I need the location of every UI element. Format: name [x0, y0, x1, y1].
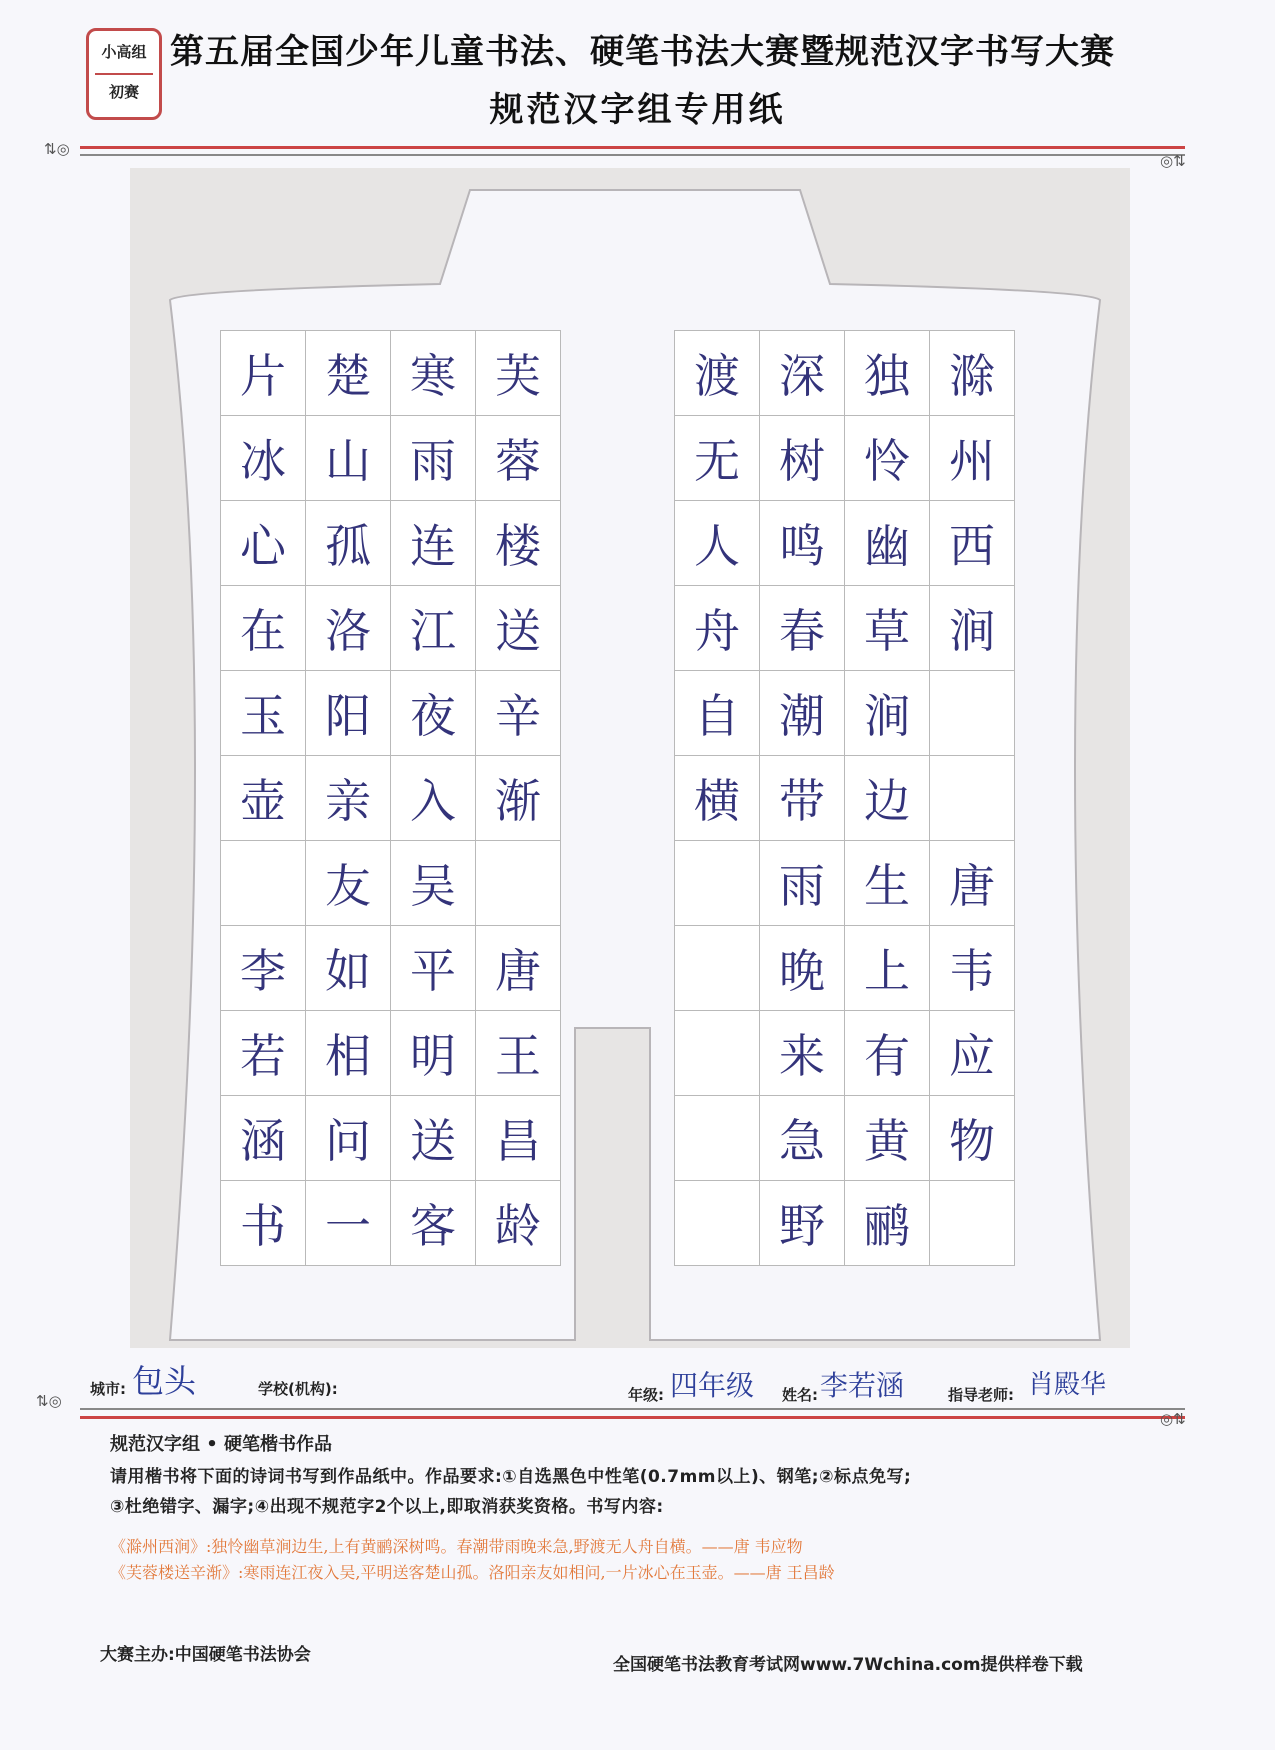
- bottom-rule-red: [80, 1416, 1185, 1419]
- left-grid-cell: 如: [306, 926, 391, 1011]
- badge-round-label: 初赛: [108, 83, 139, 101]
- competition-title: 第五届全国少年儿童书法、硬笔书法大赛暨规范汉字书写大赛: [170, 32, 1115, 72]
- right-grid-cell: [930, 756, 1015, 841]
- right-grid-row: [675, 586, 1015, 671]
- left-grid-cell: [221, 841, 306, 926]
- left-grid-cell: 阳: [306, 671, 391, 756]
- right-grid-cell: 晚: [760, 926, 845, 1011]
- name-label: 姓名:: [782, 1386, 818, 1404]
- right-grid-cell: 黄: [845, 1096, 930, 1181]
- right-grid-cell: 潮: [760, 671, 845, 756]
- right-writing-grid: [674, 330, 1015, 1266]
- right-grid-cell: 滁: [930, 331, 1015, 416]
- left-grid-row: [221, 1096, 561, 1181]
- bottom-rule-gray: [80, 1408, 1185, 1410]
- left-grid-row: [221, 1181, 561, 1266]
- organizer-text: 大赛主办:中国硬笔书法协会: [100, 1645, 311, 1665]
- right-grid-cell: 横: [675, 756, 760, 841]
- right-grid-cell: 雨: [760, 841, 845, 926]
- left-grid-cell: 书: [221, 1181, 306, 1266]
- left-grid-row: [221, 586, 561, 671]
- right-grid-cell: 人: [675, 501, 760, 586]
- left-grid-cell: 冰: [221, 416, 306, 501]
- right-grid-cell: 韦: [930, 926, 1015, 1011]
- left-grid-row: [221, 501, 561, 586]
- right-grid-cell: 怜: [845, 416, 930, 501]
- left-grid-cell: 送: [391, 1096, 476, 1181]
- left-grid-cell: 涵: [221, 1096, 306, 1181]
- left-grid-cell: 友: [306, 841, 391, 926]
- right-grid-row: [675, 926, 1015, 1011]
- right-grid-cell: 州: [930, 416, 1015, 501]
- school-label: 学校(机构):: [258, 1380, 338, 1398]
- left-grid-row: [221, 926, 561, 1011]
- right-grid-cell: 独: [845, 331, 930, 416]
- left-grid-row: [221, 671, 561, 756]
- left-grid-cell: 平: [391, 926, 476, 1011]
- left-grid-cell: 壶: [221, 756, 306, 841]
- left-grid-cell: 连: [391, 501, 476, 586]
- section-title: 规范汉字组 • 硬笔楷书作品: [110, 1434, 333, 1455]
- left-grid-cell: 渐: [476, 756, 561, 841]
- left-grid-cell: 若: [221, 1011, 306, 1096]
- left-grid-cell: 亲: [306, 756, 391, 841]
- left-writing-grid: [220, 330, 561, 1266]
- left-grid-cell: 片: [221, 331, 306, 416]
- left-grid-cell: 夜: [391, 671, 476, 756]
- left-grid-cell: 洛: [306, 586, 391, 671]
- right-grid-row: [675, 756, 1015, 841]
- right-grid-cell: 深: [760, 331, 845, 416]
- left-grid-cell: 芙: [476, 331, 561, 416]
- left-grid-cell: 问: [306, 1096, 391, 1181]
- right-grid-cell: [675, 926, 760, 1011]
- right-grid-cell: [675, 841, 760, 926]
- teacher-label: 指导老师:: [948, 1386, 1014, 1404]
- right-grid-cell: 舟: [675, 586, 760, 671]
- left-grid-cell: 明: [391, 1011, 476, 1096]
- right-grid-cell: 春: [760, 586, 845, 671]
- right-grid-cell: 来: [760, 1011, 845, 1096]
- left-grid-cell: 江: [391, 586, 476, 671]
- left-grid-cell: 李: [221, 926, 306, 1011]
- registration-mark-icon: ◎⇅: [1160, 1410, 1186, 1428]
- left-grid-cell: 楼: [476, 501, 561, 586]
- right-grid-cell: 野: [760, 1181, 845, 1266]
- right-grid-row: [675, 841, 1015, 926]
- left-grid-row: [221, 841, 561, 926]
- left-grid-cell: 雨: [391, 416, 476, 501]
- right-grid-cell: 幽: [845, 501, 930, 586]
- left-grid-row: [221, 331, 561, 416]
- right-grid-cell: 草: [845, 586, 930, 671]
- right-grid-row: [675, 671, 1015, 756]
- left-grid-cell: 山: [306, 416, 391, 501]
- right-grid-cell: 涧: [930, 586, 1015, 671]
- registration-mark-icon: ◎⇅: [1160, 152, 1186, 170]
- right-grid-row: [675, 1011, 1015, 1096]
- right-grid-cell: [675, 1096, 760, 1181]
- left-grid-cell: 送: [476, 586, 561, 671]
- right-grid-cell: 树: [760, 416, 845, 501]
- left-grid-row: [221, 416, 561, 501]
- right-grid-cell: 急: [760, 1096, 845, 1181]
- left-grid-cell: 王: [476, 1011, 561, 1096]
- right-grid-cell: [675, 1011, 760, 1096]
- right-grid-cell: 物: [930, 1096, 1015, 1181]
- teacher-value[interactable]: 肖殿华: [1028, 1370, 1107, 1400]
- left-grid-cell: 玉: [221, 671, 306, 756]
- left-grid-cell: 楚: [306, 331, 391, 416]
- requirements-line-1: 请用楷书将下面的诗词书写到作品纸中。作品要求:①自选黑色中性笔(0.7mm以上)、钢笔;②标点免写;: [110, 1467, 912, 1487]
- name-value[interactable]: 李若涵: [820, 1369, 905, 1402]
- left-grid-row: [221, 1011, 561, 1096]
- source-text: 全国硬笔书法教育考试网www.7Wchina.com提供样卷下载: [613, 1655, 1083, 1675]
- right-grid-cell: 上: [845, 926, 930, 1011]
- city-value[interactable]: 包头: [132, 1362, 197, 1400]
- right-grid-cell: [930, 1181, 1015, 1266]
- right-grid-cell: 应: [930, 1011, 1015, 1096]
- poem-chuzhou-xijian: 《滁州西涧》:独怜幽草涧边生,上有黄鹂深树鸣。春潮带雨晚来急,野渡无人舟自横。——唐 韦应物: [110, 1537, 803, 1556]
- left-grid-cell: 客: [391, 1181, 476, 1266]
- right-grid-cell: 有: [845, 1011, 930, 1096]
- left-grid-cell: 在: [221, 586, 306, 671]
- right-grid-cell: 生: [845, 841, 930, 926]
- right-grid-cell: 带: [760, 756, 845, 841]
- right-grid-cell: [930, 671, 1015, 756]
- right-grid-cell: 鹂: [845, 1181, 930, 1266]
- right-grid-row: [675, 331, 1015, 416]
- left-grid-cell: 唐: [476, 926, 561, 1011]
- right-grid-cell: 鸣: [760, 501, 845, 586]
- requirements-line-2: ③杜绝错字、漏字;④出现不规范字2个以上,即取消获奖资格。书写内容:: [110, 1497, 664, 1517]
- right-grid-cell: 无: [675, 416, 760, 501]
- left-grid-cell: 入: [391, 756, 476, 841]
- right-grid-cell: 西: [930, 501, 1015, 586]
- badge-group-label: 小高组: [101, 43, 147, 61]
- registration-mark-icon: ⇅◎: [44, 140, 70, 158]
- left-grid-cell: 一: [306, 1181, 391, 1266]
- right-grid-row: [675, 1096, 1015, 1181]
- registration-mark-icon: ⇅◎: [36, 1392, 62, 1410]
- right-grid-cell: [675, 1181, 760, 1266]
- grade-value[interactable]: 四年级: [670, 1369, 755, 1402]
- right-grid-cell: 唐: [930, 841, 1015, 926]
- city-label: 城市:: [90, 1380, 126, 1398]
- left-grid-cell: 昌: [476, 1096, 561, 1181]
- grade-label: 年级:: [628, 1386, 664, 1404]
- left-grid-cell: 蓉: [476, 416, 561, 501]
- right-grid-cell: 渡: [675, 331, 760, 416]
- paper-subtitle: 规范汉字组专用纸: [489, 90, 786, 130]
- left-grid-cell: [476, 841, 561, 926]
- right-grid-cell: 自: [675, 671, 760, 756]
- left-grid-cell: 吴: [391, 841, 476, 926]
- right-grid-row: [675, 501, 1015, 586]
- right-grid-row: [675, 416, 1015, 501]
- right-grid-cell: 涧: [845, 671, 930, 756]
- right-grid-cell: 边: [845, 756, 930, 841]
- poem-furonglou: 《芙蓉楼送辛渐》:寒雨连江夜入吴,平明送客楚山孤。洛阳亲友如相问,一片冰心在玉壶。——唐 王昌龄: [110, 1563, 835, 1582]
- right-grid-row: [675, 1181, 1015, 1266]
- left-grid-cell: 寒: [391, 331, 476, 416]
- left-grid-cell: 龄: [476, 1181, 561, 1266]
- left-grid-cell: 心: [221, 501, 306, 586]
- left-grid-cell: 孤: [306, 501, 391, 586]
- left-grid-cell: 辛: [476, 671, 561, 756]
- left-grid-cell: 相: [306, 1011, 391, 1096]
- left-grid-row: [221, 756, 561, 841]
